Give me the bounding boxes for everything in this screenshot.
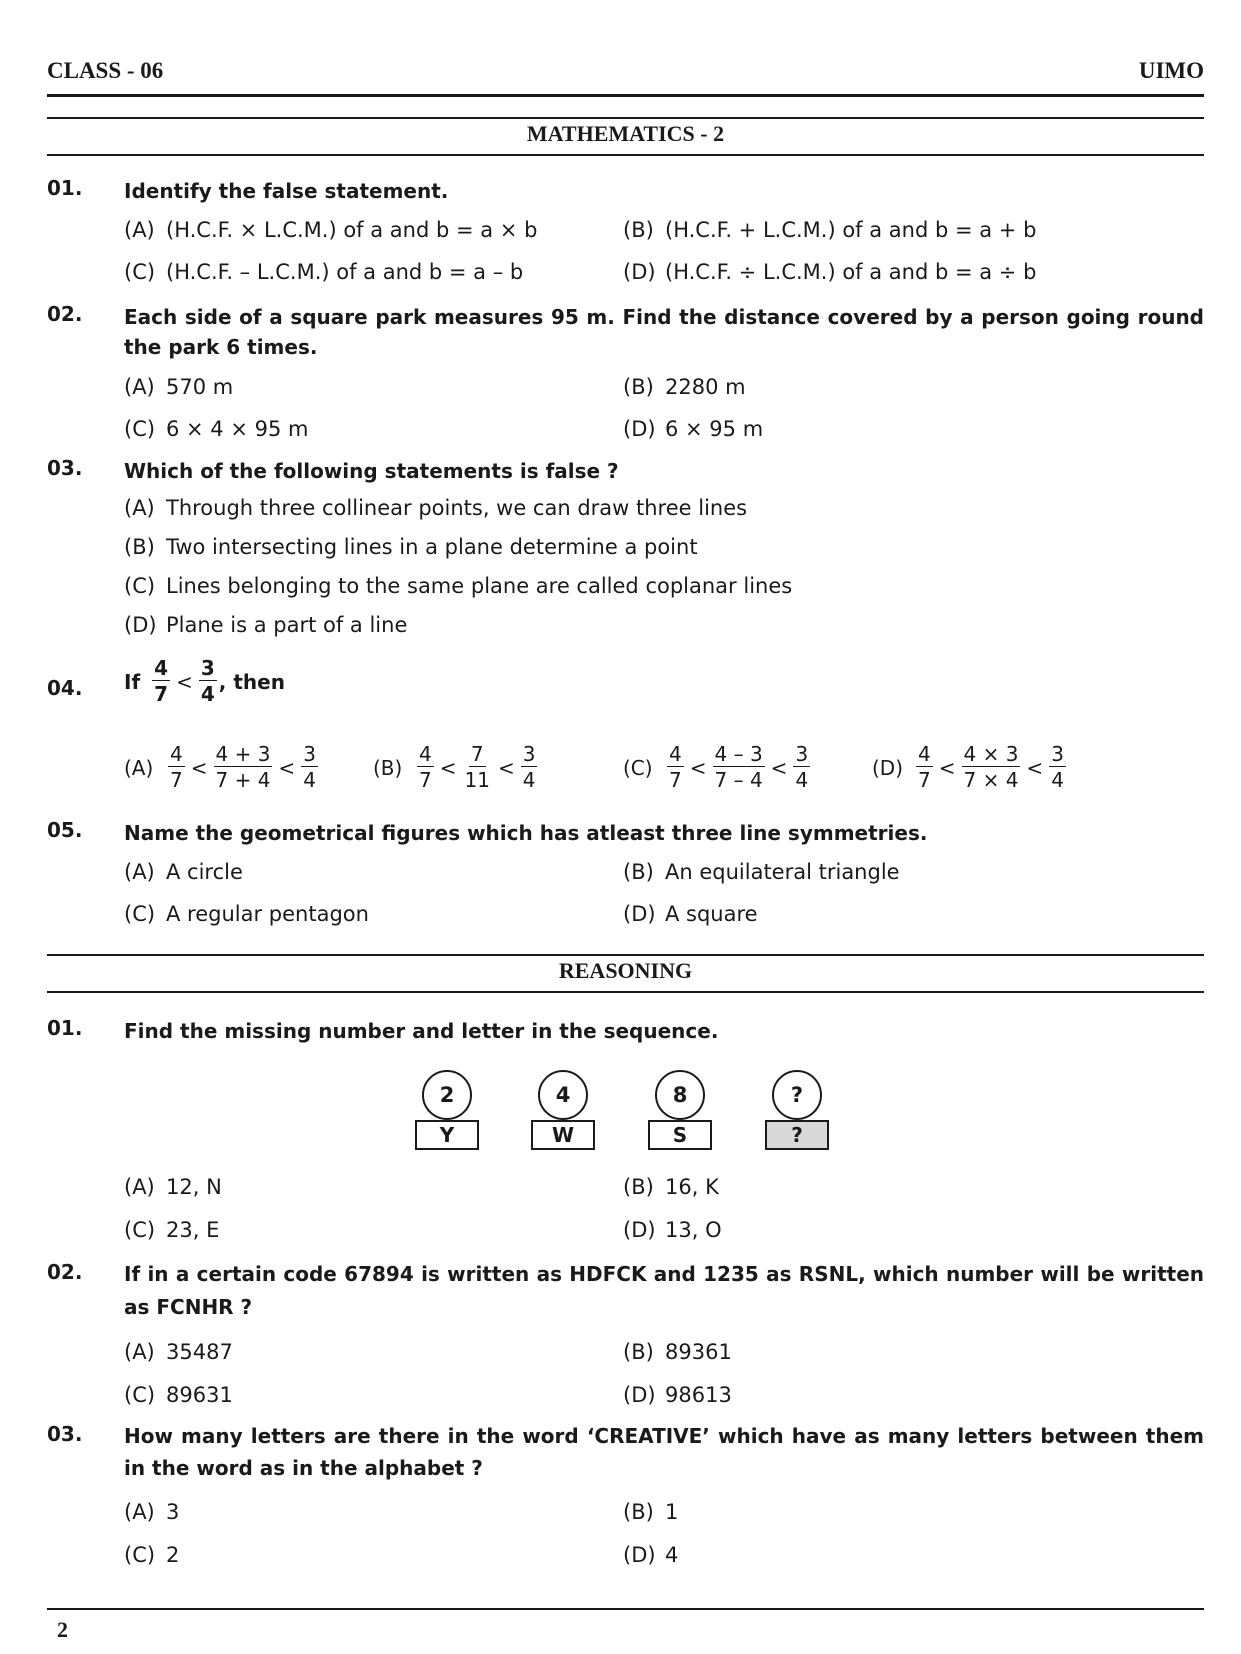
option-label: (B) [623,1500,654,1524]
option-text: Plane is a part of a line [166,613,408,637]
option-b [623,218,1036,242]
option-d [872,742,1068,793]
sequence-unknown-circle: ? [772,1070,822,1120]
question-number: 03. [47,1422,83,1446]
option-text: 12, N [166,1175,222,1199]
option-label: (B) [623,375,654,399]
option-label: (C) [124,1218,156,1242]
question-text: Find the missing number and letter in the sequence. [124,1019,719,1043]
class-label: CLASS - 06 [47,58,164,83]
section-rule-bottom [47,154,1204,156]
option-label: (D) [623,417,656,441]
option-text: Two intersecting lines in a plane determine a point [166,535,698,559]
option-b [623,860,900,884]
option-b [623,1175,719,1199]
brand-label: UIMO [1138,58,1204,83]
option-d [623,417,763,441]
question-text [124,656,285,707]
option-text: 2280 m [665,375,746,399]
question-number: 03. [47,456,83,480]
question-text: Name the geometrical figures which has atleast three line symmetries. [124,821,928,845]
option-b [623,1340,732,1364]
option-label: (D) [623,902,656,926]
question-number: 05. [47,818,83,842]
fraction: $\frac{3}{4}$ [303,742,316,792]
option-c [124,902,369,926]
option-label: (D) [623,1383,656,1407]
less-than-sign: < [770,755,788,780]
less-than-sign: < [278,755,296,780]
option-label: (D) [124,613,157,637]
less-than-sign: < [938,755,956,780]
fraction: $\frac{4 \times 3}{7 \times 4}$ [963,742,1019,792]
option-a [124,1500,179,1524]
fraction: $\frac{3}{4}$ [1051,742,1064,792]
option-label: (B) [373,755,403,780]
option-label: (D) [623,1218,656,1242]
option-b [623,1500,678,1524]
question-number: 01. [47,176,83,200]
fraction: $\frac{3}{4}$ [522,742,536,792]
option-b [623,375,746,399]
option-label: (C) [124,902,156,926]
option-d [124,613,407,637]
fraction: $\frac{4}{7}$ [170,742,183,792]
option-text: A circle [166,860,243,884]
option-text: 23, E [166,1218,220,1242]
option-d [623,1383,732,1407]
option-text: 6 × 4 × 95 m [166,417,309,441]
option-label: (A) [124,375,155,399]
option-text: 35487 [166,1340,233,1364]
less-than-sign: < [689,755,707,780]
question-text: Each side of a square park measures 95 m. Find the distance covered by a person going round the park 6 times. [124,305,1204,359]
fraction: $\frac{4 + 3}{7 + 4}$ [215,742,271,792]
option-label: (C) [623,755,653,780]
option-label: (C) [124,1543,156,1567]
option-label: (A) [124,496,155,520]
fraction: $\frac{4}{7}$ [918,742,931,792]
reasoning-section-title: REASONING [558,958,693,983]
option-d [623,1543,678,1567]
option-label: (C) [124,260,156,284]
option-text: 89361 [665,1340,732,1364]
option-label: (A) [124,218,155,242]
option-d [623,902,758,926]
fraction: $\frac{3}{4}$ [795,742,809,792]
option-label: (D) [872,755,904,780]
question-number: 02. [47,302,83,326]
option-label: (A) [124,1340,155,1364]
less-than-sign: < [439,755,457,780]
sequence-number-circle: 2 [422,1070,472,1120]
fraction: $\frac{3}{4}$ [200,656,215,706]
fraction: $\frac{7}{11}$ [464,742,490,792]
option-text: 13, O [665,1218,722,1242]
header-rule [47,94,1204,97]
option-text: 16, K [665,1175,719,1199]
less-than-sign: < [176,669,193,694]
section-rule-top [47,117,1204,119]
option-a [124,742,320,793]
option-label: (B) [623,860,654,884]
option-c [124,1218,219,1242]
option-c [623,742,812,793]
option-text: 6 × 95 m [665,417,764,441]
question-number: 01. [47,1016,83,1040]
page-number: 2 [57,1617,68,1642]
option-text: (H.C.F. – L.C.M.) of a and b = a – b [166,260,524,284]
option-label: (B) [623,218,654,242]
option-label: (C) [124,1383,156,1407]
option-label: (C) [124,574,156,598]
question-text: Which of the following statements is false ? [124,459,619,483]
option-text: 3 [166,1500,180,1524]
option-d [623,260,1036,284]
sequence-letter-box: W [531,1120,595,1150]
fraction: $\frac{4 - 3}{7 - 4}$ [714,742,763,792]
sequence-number-circle: 4 [538,1070,588,1120]
footer-rule [47,1608,1204,1610]
question-text: Identify the false statement. [124,179,449,203]
option-label: (B) [124,535,155,559]
question-number: 02. [47,1260,83,1284]
option-text: 1 [665,1500,679,1524]
option-text: 4 [665,1543,679,1567]
section-rule-bottom [47,991,1204,993]
option-label: (C) [124,417,156,441]
option-c [124,1543,179,1567]
option-text: 2 [166,1543,180,1567]
option-text: 89631 [166,1383,233,1407]
question-text: How many letters are there in the word ‘CREATIVE’ which have as many letters between them in the word as in the alphabet ? [124,1424,1204,1480]
option-a [124,1175,222,1199]
fraction: $\frac{4}{7}$ [154,656,169,706]
fraction: $\frac{4}{7}$ [419,742,432,792]
section-rule-top [47,954,1204,956]
option-text: 98613 [665,1383,732,1407]
then-word: , then [218,669,285,694]
sequence-letter-box: Y [415,1120,479,1150]
option-c [124,574,792,598]
option-c [124,417,308,441]
question-number: 04. [47,676,83,700]
sequence-number-circle: 8 [655,1070,705,1120]
option-text: (H.C.F. ÷ L.C.M.) of a and b = a ÷ b [665,260,1037,284]
option-text: (H.C.F. + L.C.M.) of a and b = a + b [665,218,1037,242]
option-label: (A) [124,860,155,884]
option-text: 570 m [166,375,234,399]
option-d [623,1218,722,1242]
option-label: (A) [124,1500,155,1524]
option-label: (A) [124,1175,155,1199]
option-a [124,218,537,242]
option-text: An equilateral triangle [665,860,900,884]
option-a [124,860,243,884]
sequence-letter-box: S [648,1120,712,1150]
less-than-sign: < [497,755,515,780]
option-text: (H.C.F. × L.C.M.) of a and b = a × b [166,218,538,242]
option-text: A square [665,902,758,926]
option-label: (D) [623,1543,656,1567]
sequence-unknown-box: ? [765,1120,829,1150]
if-word: If [124,669,141,694]
option-a [124,1340,233,1364]
fraction: $\frac{4}{7}$ [669,742,682,792]
option-text: Lines belonging to the same plane are called coplanar lines [166,574,793,598]
option-a [124,375,233,399]
less-than-sign: < [190,755,208,780]
option-a [124,496,747,520]
option-label: (B) [623,1340,654,1364]
option-c [124,260,523,284]
question-text: If in a certain code 67894 is written as HDFCK and 1235 as RSNL, which number will be written as FCNHR ? [124,1262,1204,1319]
option-text: A regular pentagon [166,902,369,926]
option-text: Through three collinear points, we can draw three lines [166,496,748,520]
option-label: (A) [124,755,154,780]
option-b [124,535,698,559]
option-label: (B) [623,1175,654,1199]
option-c [124,1383,233,1407]
option-b [373,742,539,793]
less-than-sign: < [1026,755,1044,780]
math-section-title: MATHEMATICS - 2 [526,121,725,146]
option-label: (D) [623,260,656,284]
